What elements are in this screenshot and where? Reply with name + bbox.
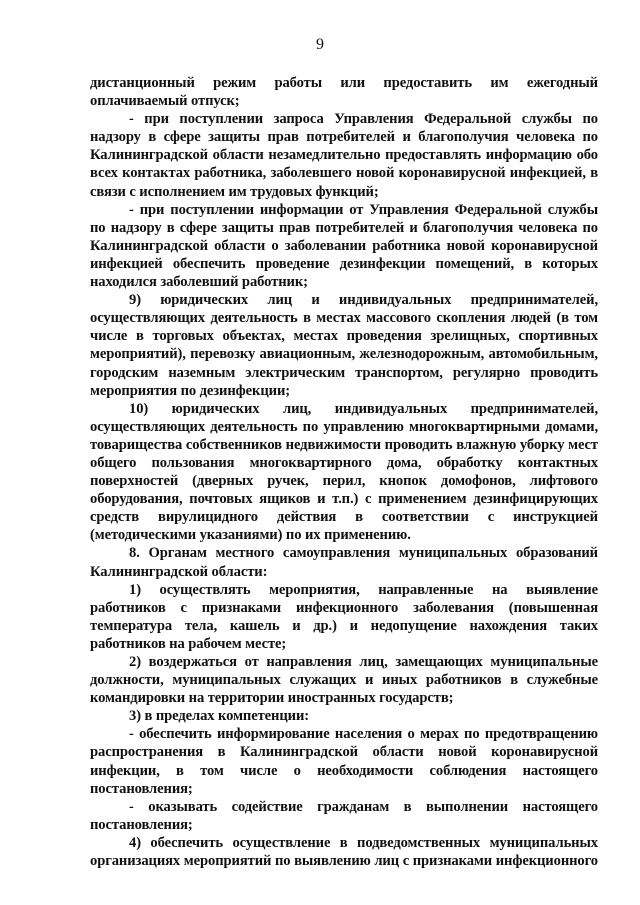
paragraph: - обеспечить информирование населения о мерах по предотвращению распространения в Калининградской области новой коронавирусной инфекции, в том числе о необходимости соблюдения настоящего постановления;: [90, 726, 598, 797]
document-body: [90, 74, 598, 870]
paragraph: - при поступлении информации от Управления Федеральной службы по надзору в сфере защиты прав потребителей и благополучия человека по Калининградской области о заболевании работника новой коронавирусной инфекцией обеспечить проведение дезинфекции помещений, в которых находился заболевший работник;: [90, 201, 598, 291]
paragraph: 2) воздержаться от направления лиц, замещающих муниципальные должности, муниципальных служащих и иных работников в служебные командировки на территории иностранных государств;: [90, 654, 598, 707]
paragraph: дистанционный режим работы или предоставить им ежегодный оплачиваемый отпуск;: [90, 75, 598, 110]
paragraph: 4) обеспечить осуществление в подведомственных муниципальных организациях мероприятий по выявлению лиц с признаками инфекционного: [90, 834, 598, 870]
paragraph: 1) осуществлять мероприятия, направленные на выявление работников с признаками инфекционного заболевания (повышенная температура тела, кашель и др.) и недопущение нахождения таких работников на рабочем месте;: [90, 581, 598, 652]
page-number: 9: [316, 36, 324, 53]
paragraph: 3) в пределах компетенции:: [129, 708, 310, 725]
paragraph: 9) юридических лиц и индивидуальных предпринимателей, осуществляющих деятельность в местах массового скопления людей (в том числе в торговых объектах, местах проведения зрелищных, спортивных мероприятий), перевозку авиационным, железнодорожным, автомобильным, городским наземным электрическим транспортом, регулярно проводить мероприятия по дезинфекции;: [90, 292, 598, 399]
paragraph: - при поступлении запроса Управления Федеральной службы по надзору в сфере защиты прав потребителей и благополучия человека по Калининградской области незамедлительно предоставлять информацию обо всех контактах работника, заболевшего новой коронавирусной инфекцией, в связи с исполнением им трудовых функций;: [90, 111, 598, 200]
paragraph: - оказывать содействие гражданам в выполнении настоящего постановления;: [90, 798, 598, 833]
paragraph: 10) юридических лиц, индивидуальных предпринимателей, осуществляющих деятельность по управлению многоквартирными домами, товарищества собственников недвижимости проводить влажную уборку мест общего пользования многоквартирного дома, обработку контактных поверхностей (дверных ручек, перил, кнопок домофонов, лифтового оборудования, почтовых ящиков и т.п.) с применением дезинфицирующих средств вирулицидного действия в соответствии с инструкцией (методическими указаниями) по их применению.: [90, 400, 598, 544]
paragraph: 8. Органам местного самоуправления муниципальных образований Калининградской области:: [90, 545, 598, 580]
